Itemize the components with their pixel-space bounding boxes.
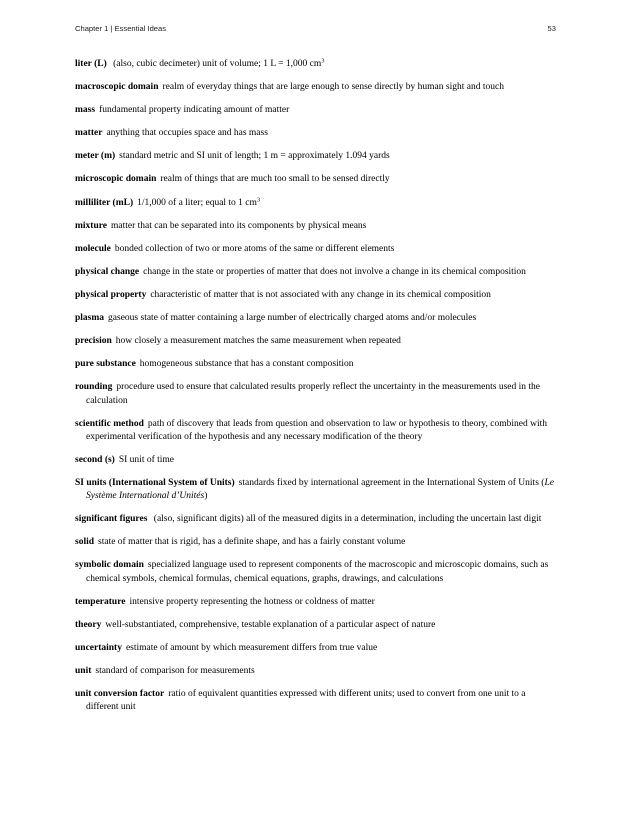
glossary-definition	[115, 244, 394, 254]
definition-text: realm of things that are much too small to be sensed directly	[160, 174, 390, 185]
definition-text: standard metric and SI unit of length; 1 m = approximately 1.094 yards	[119, 151, 390, 162]
glossary-entry	[75, 312, 558, 325]
definition-text: (also, significant digits) all of the measured digits in a determination, including the uncertain last digit	[151, 514, 542, 525]
glossary-definition	[119, 151, 390, 161]
glossary-entry	[75, 104, 558, 117]
definition-text: matter that can be separated into its components by physical means	[111, 220, 367, 231]
definition-text: gaseous state of matter containing a large number of electrically charged atoms and/or molecules	[108, 313, 477, 324]
glossary-term: unit conversion factor	[75, 689, 165, 700]
definition-text: estimate of amount by which measurement differs from true value	[125, 642, 378, 653]
glossary-entry	[75, 688, 558, 714]
definition-text: anything that occupies space and has mass	[106, 128, 268, 139]
glossary-definition	[111, 59, 325, 69]
glossary-entry	[75, 536, 558, 549]
glossary-term: SI units (International System of Units)	[75, 478, 235, 488]
glossary-entry	[75, 358, 558, 371]
definition-text: characteristic of matter that is not associated with any change in its chemical composition	[150, 289, 491, 300]
glossary-term: physical property	[75, 289, 147, 300]
definition-text: path of discovery that leads from question and observation to law or hypothesis to theory, combined with experimental verification of the hypothesis and any necessary modification of the theory	[86, 418, 547, 442]
glossary-entry	[75, 266, 558, 279]
glossary-entry	[75, 596, 558, 609]
definition-text: specialized language used to represent components of the macroscopic and microscopic domains, such as chemical symbols, chemical formulas, chemical equations, graphs, drawings, and calculations	[86, 560, 549, 584]
definition-text: procedure used to ensure that calculated results properly reflect the uncertainty in the measurements used in the calculation	[86, 382, 540, 406]
glossary-definition	[108, 313, 476, 323]
definition-text: SI unit of time	[118, 454, 175, 465]
glossary-list	[75, 58, 558, 724]
glossary-entry	[75, 665, 558, 678]
glossary-term: solid	[75, 537, 95, 548]
glossary-term: macroscopic domain	[75, 82, 159, 93]
glossary-term: temperature	[75, 596, 126, 607]
glossary-term: physical change	[75, 266, 140, 277]
glossary-definition	[99, 105, 289, 115]
glossary-entry	[75, 559, 558, 585]
glossary-definition	[95, 666, 254, 676]
definition-text: )	[204, 491, 208, 502]
glossary-entry	[75, 150, 558, 163]
superscript: 3	[321, 57, 325, 65]
glossary-definition	[86, 419, 547, 442]
glossary-entry	[75, 243, 558, 256]
glossary-definition	[105, 620, 435, 630]
glossary-entry	[75, 381, 558, 407]
glossary-entry	[75, 335, 558, 348]
glossary-definition	[119, 455, 174, 465]
definition-text: intensive property representing the hotness or coldness of matter	[129, 596, 375, 607]
glossary-term: uncertainty	[75, 642, 122, 653]
glossary-entry	[75, 513, 558, 526]
superscript: 3	[256, 196, 261, 204]
glossary-term: pure substance	[75, 359, 136, 370]
glossary-term: molecule	[75, 243, 111, 254]
glossary-definition	[86, 382, 540, 405]
glossary-entry	[75, 418, 558, 444]
running-header	[75, 24, 556, 36]
glossary-term: plasma	[75, 313, 105, 324]
glossary-definition	[98, 537, 405, 547]
glossary-entry	[75, 289, 558, 302]
italic-text: Le Système International d’Unités	[86, 478, 554, 502]
glossary-term: milliliter (mL)	[75, 197, 134, 208]
definition-text: change in the state or properties of matter that does not involve a change in its chemical composition	[143, 266, 526, 277]
glossary-term: second (s)	[75, 454, 115, 465]
glossary-definition	[129, 597, 374, 607]
glossary-term: precision	[75, 336, 112, 347]
definition-text: ratio of equivalent quantities expressed with different units; used to convert from one unit to a different unit	[86, 689, 526, 713]
glossary-term: microscopic domain	[75, 174, 157, 185]
page-number: 53	[547, 24, 556, 33]
glossary-term: significant figures	[75, 514, 148, 525]
definition-text: state of matter that is rigid, has a definite shape, and has a fairly constant volume	[98, 537, 406, 548]
glossary-definition	[126, 643, 377, 653]
glossary-definition	[111, 221, 366, 231]
glossary-entry	[75, 477, 558, 503]
glossary-entry	[75, 642, 558, 655]
glossary-definition	[106, 128, 267, 138]
glossary-entry	[75, 58, 558, 71]
glossary-term: scientific method	[75, 418, 144, 429]
definition-text: realm of everyday things that are large enough to sense directly by human sight and touch	[162, 82, 504, 93]
glossary-definition	[151, 514, 541, 524]
glossary-term: unit	[75, 666, 92, 677]
chapter-title: Chapter 1 | Essential Ideas	[75, 24, 167, 33]
definition-text: how closely a measurement matches the same measurement when repeated	[115, 336, 401, 347]
definition-text: homogeneous substance that has a constant composition	[139, 359, 354, 370]
glossary-term: mixture	[75, 220, 108, 231]
glossary-term: matter	[75, 128, 103, 139]
glossary-definition	[137, 198, 260, 208]
glossary-entry	[75, 173, 558, 186]
glossary-definition	[116, 336, 401, 346]
glossary-entry	[75, 197, 558, 210]
glossary-entry	[75, 619, 558, 632]
glossary-definition	[162, 82, 503, 92]
glossary-term: mass	[75, 105, 96, 116]
glossary-definition	[160, 174, 389, 184]
glossary-entry	[75, 81, 558, 94]
glossary-definition	[143, 267, 526, 277]
definition-text: standard of comparison for measurements	[95, 666, 255, 677]
glossary-term: theory	[75, 619, 102, 630]
glossary-definition	[150, 290, 491, 300]
definition-text: bonded collection of two or more atoms of the same or different elements	[114, 243, 395, 254]
definition-text: well-substantiated, comprehensive, testable explanation of a particular aspect of nature	[105, 619, 436, 630]
glossary-term: symbolic domain	[75, 560, 144, 571]
glossary-definition	[140, 359, 354, 369]
glossary-entry	[75, 454, 558, 467]
definition-text: standards fixed by international agreement in the International System of Units (	[238, 478, 545, 488]
definition-text: fundamental property indicating amount of matter	[99, 105, 290, 116]
definition-text: 1/1,000 of a liter; equal to 1 cm	[137, 197, 257, 208]
glossary-entry	[75, 127, 558, 140]
definition-text: (also, cubic decimeter) unit of volume; 1 L = 1,000 cm	[110, 59, 322, 69]
glossary-entry	[75, 220, 558, 233]
glossary-term: meter (m)	[75, 151, 116, 162]
glossary-definition	[86, 560, 548, 583]
glossary-term: rounding	[75, 382, 113, 393]
glossary-term: liter (L)	[75, 59, 107, 69]
